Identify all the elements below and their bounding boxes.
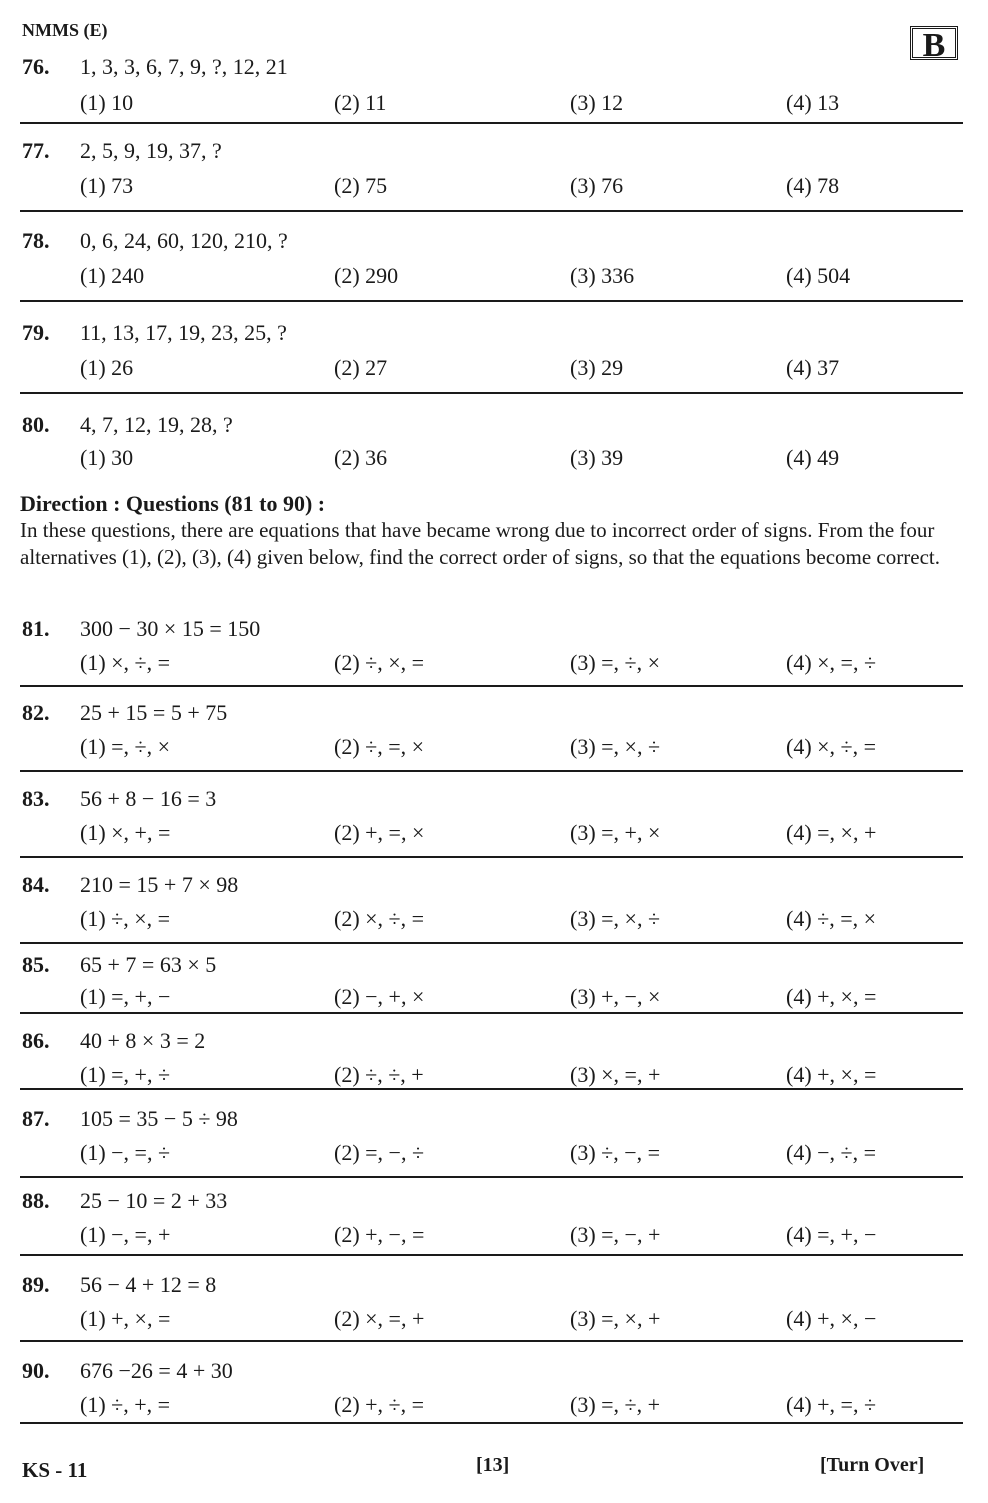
option-1[interactable]: (1) ×, +, = — [80, 820, 171, 845]
option-3[interactable]: (3) ×, =, + — [570, 1062, 661, 1087]
question-stem: 210 = 15 + 7 × 98 — [80, 872, 239, 897]
option-4[interactable]: (4) 37 — [786, 355, 840, 380]
option-1[interactable]: (1) =, +, − — [80, 984, 171, 1009]
question-number: 89. — [22, 1272, 50, 1297]
option-4[interactable]: (4) ÷, =, × — [786, 906, 877, 931]
divider — [20, 300, 963, 302]
question-stem: 2, 5, 9, 19, 37, ? — [80, 138, 222, 163]
exam-code: NMMS (E) — [22, 20, 108, 40]
option-4[interactable]: (4) ×, ÷, = — [786, 734, 877, 759]
option-1[interactable]: (1) =, +, ÷ — [80, 1062, 171, 1087]
question-number: 88. — [22, 1188, 50, 1213]
divider — [20, 392, 963, 394]
option-2[interactable]: (2) +, =, × — [334, 820, 425, 845]
direction-text: In these questions, there are equations that have became wrong due to incorrect order of signs. From the four alternatives (1), (2), (3), (4) given below, find the correct order of signs, so that the equations become correct. — [20, 518, 940, 569]
question-stem: 56 − 4 + 12 = 8 — [80, 1272, 217, 1297]
divider — [20, 1088, 963, 1090]
option-4[interactable]: (4) −, ÷, = — [786, 1140, 877, 1165]
question-stem: 4, 7, 12, 19, 28, ? — [80, 412, 233, 437]
question-stem: 11, 13, 17, 19, 23, 25, ? — [80, 320, 287, 345]
option-3[interactable]: (3) 29 — [570, 355, 624, 380]
divider — [20, 685, 963, 687]
option-3[interactable]: (3) 12 — [570, 90, 624, 115]
option-2[interactable]: (2) 75 — [334, 173, 388, 198]
option-2[interactable]: (2) ×, ÷, = — [334, 906, 425, 931]
question-number: 82. — [22, 700, 50, 725]
option-4[interactable]: (4) 78 — [786, 173, 840, 198]
option-2[interactable]: (2) 36 — [334, 445, 388, 470]
option-4[interactable]: (4) +, =, ÷ — [786, 1392, 877, 1417]
question-stem: 40 + 8 × 3 = 2 — [80, 1028, 206, 1053]
option-4[interactable]: (4) ×, =, ÷ — [786, 650, 877, 675]
option-4[interactable]: (4) +, ×, = — [786, 984, 877, 1009]
option-3[interactable]: (3) =, ÷, + — [570, 1392, 661, 1417]
question-stem: 25 + 15 = 5 + 75 — [80, 700, 228, 725]
divider — [20, 770, 963, 772]
question-number: 80. — [22, 412, 50, 437]
option-4[interactable]: (4) =, ×, + — [786, 820, 877, 845]
option-1[interactable]: (1) 30 — [80, 445, 134, 470]
divider — [20, 1422, 963, 1424]
option-2[interactable]: (2) 27 — [334, 355, 388, 380]
option-3[interactable]: (3) =, ÷, × — [570, 650, 661, 675]
option-1[interactable]: (1) ÷, +, = — [80, 1392, 171, 1417]
option-3[interactable]: (3) +, −, × — [570, 984, 661, 1009]
question-stem: 56 + 8 − 16 = 3 — [80, 786, 217, 811]
option-4[interactable]: (4) 504 — [786, 263, 851, 288]
question-number: 78. — [22, 228, 50, 253]
question-stem: 676 −26 = 4 + 30 — [80, 1358, 233, 1383]
divider — [20, 1254, 963, 1256]
question-number: 81. — [22, 616, 50, 641]
option-2[interactable]: (2) 11 — [334, 90, 387, 115]
option-1[interactable]: (1) +, ×, = — [80, 1306, 171, 1331]
option-1[interactable]: (1) −, =, + — [80, 1222, 171, 1247]
divider — [20, 210, 963, 212]
option-3[interactable]: (3) ÷, −, = — [570, 1140, 661, 1165]
divider — [20, 1340, 963, 1342]
question-number: 77. — [22, 138, 50, 163]
question-stem: 105 = 35 − 5 ÷ 98 — [80, 1106, 238, 1131]
turn-over-label: [Turn Over] — [820, 1454, 925, 1476]
question-number: 79. — [22, 320, 50, 345]
option-2[interactable]: (2) ÷, =, × — [334, 734, 425, 759]
option-4[interactable]: (4) 13 — [786, 90, 840, 115]
option-4[interactable]: (4) +, ×, = — [786, 1062, 877, 1087]
option-3[interactable]: (3) =, ×, ÷ — [570, 734, 661, 759]
option-2[interactable]: (2) +, −, = — [334, 1222, 425, 1247]
direction-title: Direction : Questions (81 to 90) : — [20, 491, 326, 516]
question-stem: 300 − 30 × 15 = 150 — [80, 616, 261, 641]
option-2[interactable]: (2) 290 — [334, 263, 399, 288]
question-number: 83. — [22, 786, 50, 811]
question-stem: 25 − 10 = 2 + 33 — [80, 1188, 228, 1213]
option-3[interactable]: (3) =, −, + — [570, 1222, 661, 1247]
option-2[interactable]: (2) ÷, ×, = — [334, 650, 425, 675]
option-3[interactable]: (3) 39 — [570, 445, 624, 470]
divider — [20, 942, 963, 944]
option-2[interactable]: (2) =, −, ÷ — [334, 1140, 425, 1165]
option-1[interactable]: (1) ×, ÷, = — [80, 650, 171, 675]
option-4[interactable]: (4) =, +, − — [786, 1222, 877, 1247]
option-2[interactable]: (2) +, ÷, = — [334, 1392, 425, 1417]
option-2[interactable]: (2) ÷, ÷, + — [334, 1062, 424, 1087]
option-4[interactable]: (4) 49 — [786, 445, 840, 470]
question-number: 86. — [22, 1028, 50, 1053]
option-3[interactable]: (3) =, ×, + — [570, 1306, 661, 1331]
option-3[interactable]: (3) =, +, × — [570, 820, 661, 845]
set-badge: B — [910, 26, 958, 60]
question-number: 85. — [22, 952, 50, 977]
option-1[interactable]: (1) =, ÷, × — [80, 734, 171, 759]
option-3[interactable]: (3) 76 — [570, 173, 624, 198]
option-4[interactable]: (4) +, ×, − — [786, 1306, 877, 1331]
option-2[interactable]: (2) ×, =, + — [334, 1306, 425, 1331]
option-1[interactable]: (1) 26 — [80, 355, 134, 380]
option-1[interactable]: (1) ÷, ×, = — [80, 906, 171, 931]
question-number: 90. — [22, 1358, 50, 1383]
option-1[interactable]: (1) 10 — [80, 90, 134, 115]
option-3[interactable]: (3) 336 — [570, 263, 635, 288]
divider — [20, 1176, 963, 1178]
option-2[interactable]: (2) −, +, × — [334, 984, 425, 1009]
option-1[interactable]: (1) −, =, ÷ — [80, 1140, 171, 1165]
option-3[interactable]: (3) =, ×, ÷ — [570, 906, 661, 931]
question-stem: 1, 3, 3, 6, 7, 9, ?, 12, 21 — [80, 54, 288, 79]
question-stem: 65 + 7 = 63 × 5 — [80, 952, 217, 977]
direction-block — [20, 490, 965, 571]
divider — [20, 1012, 963, 1014]
divider — [20, 856, 963, 858]
footer-code: KS - 11 — [22, 1458, 88, 1482]
question-number: 76. — [22, 54, 50, 79]
page-number: [13] — [476, 1454, 510, 1476]
question-stem: 0, 6, 24, 60, 120, 210, ? — [80, 228, 288, 253]
question-number: 87. — [22, 1106, 50, 1131]
question-number: 84. — [22, 872, 50, 897]
option-1[interactable]: (1) 73 — [80, 173, 134, 198]
divider — [20, 122, 963, 124]
option-1[interactable]: (1) 240 — [80, 263, 145, 288]
